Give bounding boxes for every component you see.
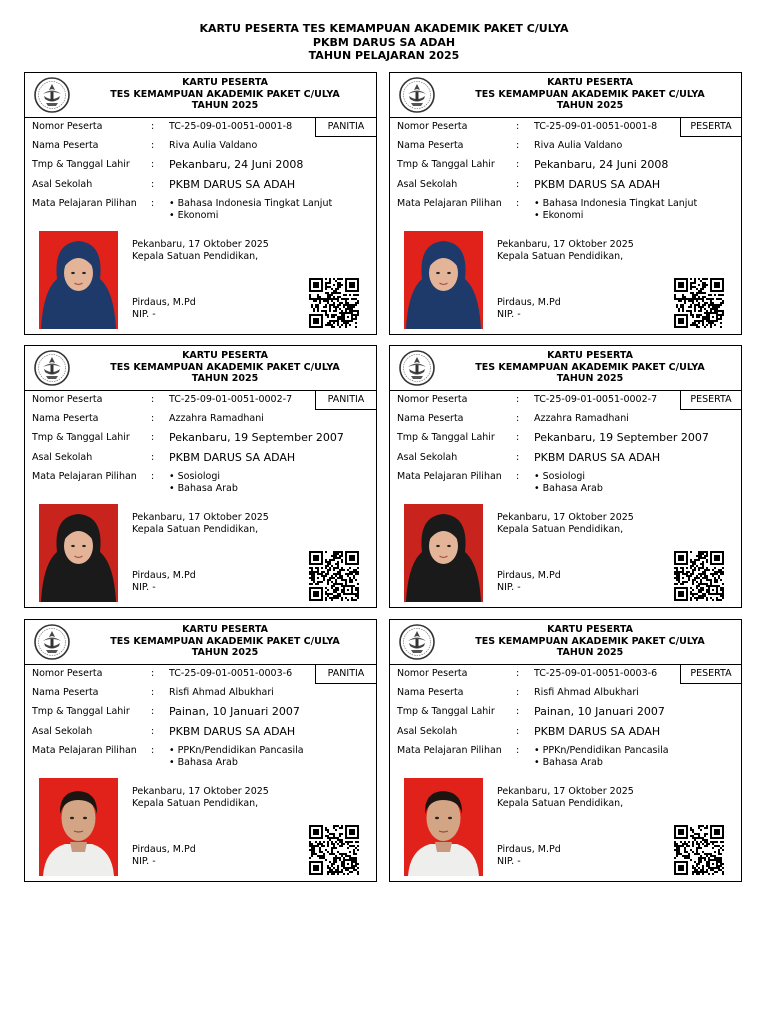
field-colon: : — [516, 668, 520, 679]
card-title-line: KARTU PESERTA — [547, 624, 633, 635]
participant-photo — [404, 504, 483, 602]
subject-item — [534, 471, 603, 483]
field-birth-label: Tmp & Tanggal Lahir — [397, 159, 495, 170]
card-title — [440, 624, 740, 659]
signature-name-block — [132, 297, 196, 320]
card-role-badge: PESERTA — [680, 664, 741, 684]
card-title-line: TES KEMAMPUAN AKADEMIK PAKET C/ULYA — [475, 635, 705, 647]
field-name-value: Azzahra Ramadhani — [534, 413, 629, 424]
signature-place-date — [497, 786, 634, 809]
field-number-value: TC-25-09-01-0051-0003-6 — [169, 668, 293, 679]
bullet: • — [169, 198, 175, 209]
tut-wuri-handayani-logo — [398, 623, 436, 661]
ministry-logo-icon — [33, 349, 71, 387]
subject-item — [169, 198, 332, 210]
subject-name: PPKn/Pendidikan Pancasila — [177, 745, 304, 756]
tut-wuri-handayani-logo — [398, 349, 436, 387]
field-school-label: Asal Sekolah — [397, 179, 458, 190]
field-colon: : — [151, 668, 155, 679]
subject-item — [169, 757, 304, 769]
field-name-label: Nama Peserta — [32, 687, 99, 698]
bullet: • — [534, 745, 540, 756]
signer-title: Kepala Satuan Pendidikan, — [497, 797, 624, 809]
field-colon: : — [516, 413, 520, 424]
participant-photo — [404, 778, 483, 876]
field-school-label: Asal Sekolah — [32, 726, 93, 737]
subject-list — [534, 198, 697, 221]
subject-name: Bahasa Arab — [177, 482, 238, 494]
place-date: Pekanbaru, 17 Oktober 2025 — [132, 786, 269, 797]
field-birth-label: Tmp & Tanggal Lahir — [32, 432, 130, 443]
field-name-value: Risfi Ahmad Albukhari — [169, 687, 274, 698]
card-title-line: TES KEMAMPUAN AKADEMIK PAKET C/ULYA — [110, 361, 340, 373]
field-name-label: Nama Peserta — [397, 413, 464, 424]
subject-item — [534, 210, 697, 222]
field-colon: : — [151, 687, 155, 698]
bullet: • — [169, 209, 175, 221]
signature-place-date — [132, 786, 269, 809]
field-subjects-label: Mata Pelajaran Pilihan — [397, 745, 502, 756]
subject-item — [169, 483, 238, 495]
field-name-label: Nama Peserta — [32, 140, 99, 151]
field-number-label: Nomor Peserta — [397, 668, 468, 679]
place-date: Pekanbaru, 17 Oktober 2025 — [132, 512, 269, 523]
field-birth-value: Pekanbaru, 24 Juni 2008 — [534, 158, 669, 171]
bullet: • — [534, 482, 540, 494]
subject-name: Ekonomi — [177, 209, 219, 221]
card-header — [25, 620, 376, 665]
qr-code-icon — [309, 278, 359, 328]
field-colon: : — [516, 452, 520, 463]
qr-code-icon — [674, 825, 724, 875]
ministry-logo-icon — [33, 76, 71, 114]
card-role-badge: PANITIA — [315, 390, 376, 410]
field-colon: : — [516, 198, 520, 209]
participant-photo — [39, 504, 118, 602]
field-number-label: Nomor Peserta — [32, 668, 103, 679]
signer-title: Kepala Satuan Pendidikan, — [497, 523, 624, 535]
field-colon: : — [151, 452, 155, 463]
qr-code-icon — [674, 278, 724, 328]
signer-name: Pirdaus, M.Pd — [132, 297, 196, 308]
card-title — [440, 350, 740, 385]
field-colon: : — [151, 706, 155, 717]
ministry-logo-icon — [398, 349, 436, 387]
field-school-label: Asal Sekolah — [32, 179, 93, 190]
field-colon: : — [151, 745, 155, 756]
subject-item — [534, 483, 603, 495]
card-title-line: TAHUN 2025 — [191, 100, 259, 111]
bullet: • — [534, 198, 540, 209]
document-header — [0, 22, 768, 63]
subject-name: Bahasa Indonesia Tingkat Lanjut — [177, 198, 333, 209]
signature-name-block — [132, 570, 196, 593]
card-title-line: TAHUN 2025 — [556, 100, 624, 111]
card-title — [440, 77, 740, 112]
field-colon: : — [151, 471, 155, 482]
card-title-line: TAHUN 2025 — [191, 373, 259, 384]
subject-name: Bahasa Arab — [542, 482, 603, 494]
card-title-line: KARTU PESERTA — [547, 77, 633, 88]
field-colon: : — [516, 687, 520, 698]
field-subjects-label: Mata Pelajaran Pilihan — [397, 198, 502, 209]
field-colon: : — [151, 140, 155, 151]
bullet: • — [169, 471, 175, 482]
field-colon: : — [516, 432, 520, 443]
card-title — [75, 350, 375, 385]
signature-place-date — [132, 512, 269, 535]
field-colon: : — [151, 198, 155, 209]
field-number-label: Nomor Peserta — [397, 394, 468, 405]
ministry-logo-icon — [398, 623, 436, 661]
tut-wuri-handayani-logo — [33, 623, 71, 661]
signature-name-block — [497, 570, 561, 593]
card-title — [75, 77, 375, 112]
field-colon: : — [151, 432, 155, 443]
field-birth-label: Tmp & Tanggal Lahir — [397, 706, 495, 717]
field-birth-label: Tmp & Tanggal Lahir — [397, 432, 495, 443]
bullet: • — [169, 756, 175, 768]
field-subjects-label: Mata Pelajaran Pilihan — [32, 745, 137, 756]
bullet: • — [534, 756, 540, 768]
signature-place-date — [497, 512, 634, 535]
card-title-line: TES KEMAMPUAN AKADEMIK PAKET C/ULYA — [475, 88, 705, 100]
ministry-logo-icon — [33, 623, 71, 661]
field-colon: : — [516, 179, 520, 190]
subject-item — [169, 471, 238, 483]
card-title-line: TAHUN 2025 — [556, 647, 624, 658]
participant-card — [24, 72, 377, 335]
participant-card — [389, 72, 742, 335]
subject-list — [169, 471, 238, 494]
subject-item — [169, 745, 304, 757]
field-number-value: TC-25-09-01-0051-0001-8 — [169, 121, 293, 132]
qr-code-icon — [309, 825, 359, 875]
subject-name: Bahasa Arab — [542, 756, 603, 768]
card-role-badge: PANITIA — [315, 117, 376, 137]
card-title-line: KARTU PESERTA — [182, 624, 268, 635]
card-role-badge: PANITIA — [315, 664, 376, 684]
signer-nip: NIP. - — [132, 581, 156, 593]
participant-card — [24, 345, 377, 608]
field-name-label: Nama Peserta — [397, 140, 464, 151]
field-number-label: Nomor Peserta — [397, 121, 468, 132]
subject-list — [534, 745, 669, 768]
subject-name: PPKn/Pendidikan Pancasila — [542, 745, 669, 756]
field-name-value: Riva Aulia Valdano — [534, 140, 623, 151]
card-header — [25, 346, 376, 391]
field-colon: : — [151, 159, 155, 170]
subject-item — [169, 210, 332, 222]
qr-code-icon — [309, 551, 359, 601]
field-colon: : — [516, 121, 520, 132]
subject-list — [169, 198, 332, 221]
field-colon: : — [516, 706, 520, 717]
card-title-line: TES KEMAMPUAN AKADEMIK PAKET C/ULYA — [110, 88, 340, 100]
subject-item — [534, 198, 697, 210]
card-title-line: TES KEMAMPUAN AKADEMIK PAKET C/ULYA — [110, 635, 340, 647]
subject-list — [534, 471, 603, 494]
field-school-label: Asal Sekolah — [32, 452, 93, 463]
field-number-label: Nomor Peserta — [32, 394, 103, 405]
field-school-label: Asal Sekolah — [397, 452, 458, 463]
field-school-value: PKBM DARUS SA ADAH — [169, 178, 296, 191]
field-number-value: TC-25-09-01-0051-0002-7 — [534, 394, 658, 405]
field-birth-label: Tmp & Tanggal Lahir — [32, 706, 130, 717]
participant-card — [24, 619, 377, 882]
signer-nip: NIP. - — [497, 855, 521, 867]
field-number-label: Nomor Peserta — [32, 121, 103, 132]
subject-name: Ekonomi — [542, 209, 584, 221]
tut-wuri-handayani-logo — [33, 76, 71, 114]
card-header — [390, 620, 741, 665]
signer-nip: NIP. - — [132, 308, 156, 320]
tut-wuri-handayani-logo — [398, 76, 436, 114]
card-title-line: KARTU PESERTA — [182, 350, 268, 361]
subject-name: Sosiologi — [542, 471, 586, 482]
signer-nip: NIP. - — [132, 855, 156, 867]
signer-title: Kepala Satuan Pendidikan, — [132, 523, 259, 535]
subject-item — [534, 745, 669, 757]
field-school-value: PKBM DARUS SA ADAH — [169, 451, 296, 464]
bullet: • — [534, 471, 540, 482]
signer-name: Pirdaus, M.Pd — [132, 570, 196, 581]
field-birth-value: Painan, 10 Januari 2007 — [534, 705, 665, 718]
place-date: Pekanbaru, 17 Oktober 2025 — [497, 239, 634, 250]
signer-nip: NIP. - — [497, 308, 521, 320]
subject-list — [169, 745, 304, 768]
signature-place-date — [497, 239, 634, 262]
field-name-label: Nama Peserta — [32, 413, 99, 424]
signer-title: Kepala Satuan Pendidikan, — [132, 797, 259, 809]
field-name-value: Azzahra Ramadhani — [169, 413, 264, 424]
field-school-value: PKBM DARUS SA ADAH — [534, 725, 661, 738]
field-school-label: Asal Sekolah — [397, 726, 458, 737]
ministry-logo-icon — [398, 76, 436, 114]
bullet: • — [169, 745, 175, 756]
card-role-badge: PESERTA — [680, 390, 741, 410]
field-name-value: Riva Aulia Valdano — [169, 140, 258, 151]
place-date: Pekanbaru, 17 Oktober 2025 — [497, 512, 634, 523]
field-school-value: PKBM DARUS SA ADAH — [169, 725, 296, 738]
subject-item — [534, 757, 669, 769]
field-colon: : — [516, 471, 520, 482]
signature-place-date — [132, 239, 269, 262]
signer-nip: NIP. - — [497, 581, 521, 593]
field-subjects-label: Mata Pelajaran Pilihan — [397, 471, 502, 482]
field-birth-value: Pekanbaru, 19 September 2007 — [169, 431, 344, 444]
field-subjects-label: Mata Pelajaran Pilihan — [32, 198, 137, 209]
field-name-value: Risfi Ahmad Albukhari — [534, 687, 639, 698]
field-colon: : — [151, 726, 155, 737]
qr-code-icon — [674, 551, 724, 601]
signer-name: Pirdaus, M.Pd — [497, 844, 561, 855]
participant-card — [389, 619, 742, 882]
institution-name: PKBM DARUS SA ADAH — [312, 35, 456, 49]
card-header — [390, 73, 741, 118]
field-colon: : — [151, 413, 155, 424]
participant-card — [389, 345, 742, 608]
participant-photo — [404, 231, 483, 329]
subject-name: Bahasa Arab — [177, 756, 238, 768]
field-colon: : — [516, 745, 520, 756]
signature-name-block — [132, 844, 196, 867]
signer-name: Pirdaus, M.Pd — [497, 297, 561, 308]
place-date: Pekanbaru, 17 Oktober 2025 — [497, 786, 634, 797]
signer-name: Pirdaus, M.Pd — [497, 570, 561, 581]
field-number-value: TC-25-09-01-0051-0003-6 — [534, 668, 658, 679]
place-date: Pekanbaru, 17 Oktober 2025 — [132, 239, 269, 250]
field-colon: : — [151, 121, 155, 132]
field-birth-value: Pekanbaru, 24 Juni 2008 — [169, 158, 304, 171]
field-number-value: TC-25-09-01-0051-0002-7 — [169, 394, 293, 405]
field-birth-label: Tmp & Tanggal Lahir — [32, 159, 130, 170]
card-role-badge: PESERTA — [680, 117, 741, 137]
card-title-line: TAHUN 2025 — [191, 647, 259, 658]
field-school-value: PKBM DARUS SA ADAH — [534, 178, 661, 191]
field-colon: : — [516, 159, 520, 170]
field-colon: : — [151, 179, 155, 190]
signer-name: Pirdaus, M.Pd — [132, 844, 196, 855]
field-colon: : — [151, 394, 155, 405]
participant-photo — [39, 231, 118, 329]
card-title-line: KARTU PESERTA — [182, 77, 268, 88]
signature-name-block — [497, 844, 561, 867]
field-colon: : — [516, 726, 520, 737]
card-header — [25, 73, 376, 118]
field-number-value: TC-25-09-01-0051-0001-8 — [534, 121, 658, 132]
subject-name: Bahasa Indonesia Tingkat Lanjut — [542, 198, 698, 209]
bullet: • — [534, 209, 540, 221]
signer-title: Kepala Satuan Pendidikan, — [132, 250, 259, 262]
field-school-value: PKBM DARUS SA ADAH — [534, 451, 661, 464]
field-birth-value: Painan, 10 Januari 2007 — [169, 705, 300, 718]
academic-year: TAHUN PELAJARAN 2025 — [308, 49, 460, 62]
subject-name: Sosiologi — [177, 471, 221, 482]
field-subjects-label: Mata Pelajaran Pilihan — [32, 471, 137, 482]
participant-photo — [39, 778, 118, 876]
field-birth-value: Pekanbaru, 19 September 2007 — [534, 431, 709, 444]
field-colon: : — [516, 140, 520, 151]
bullet: • — [169, 482, 175, 494]
tut-wuri-handayani-logo — [33, 349, 71, 387]
signer-title: Kepala Satuan Pendidikan, — [497, 250, 624, 262]
field-name-label: Nama Peserta — [397, 687, 464, 698]
signature-name-block — [497, 297, 561, 320]
card-header — [390, 346, 741, 391]
document-title: KARTU PESERTA TES KEMAMPUAN AKADEMIK PAKET C/ULYA — [199, 22, 569, 35]
card-title-line: TES KEMAMPUAN AKADEMIK PAKET C/ULYA — [475, 361, 705, 373]
card-title — [75, 624, 375, 659]
field-colon: : — [516, 394, 520, 405]
card-title-line: KARTU PESERTA — [547, 350, 633, 361]
card-title-line: TAHUN 2025 — [556, 373, 624, 384]
